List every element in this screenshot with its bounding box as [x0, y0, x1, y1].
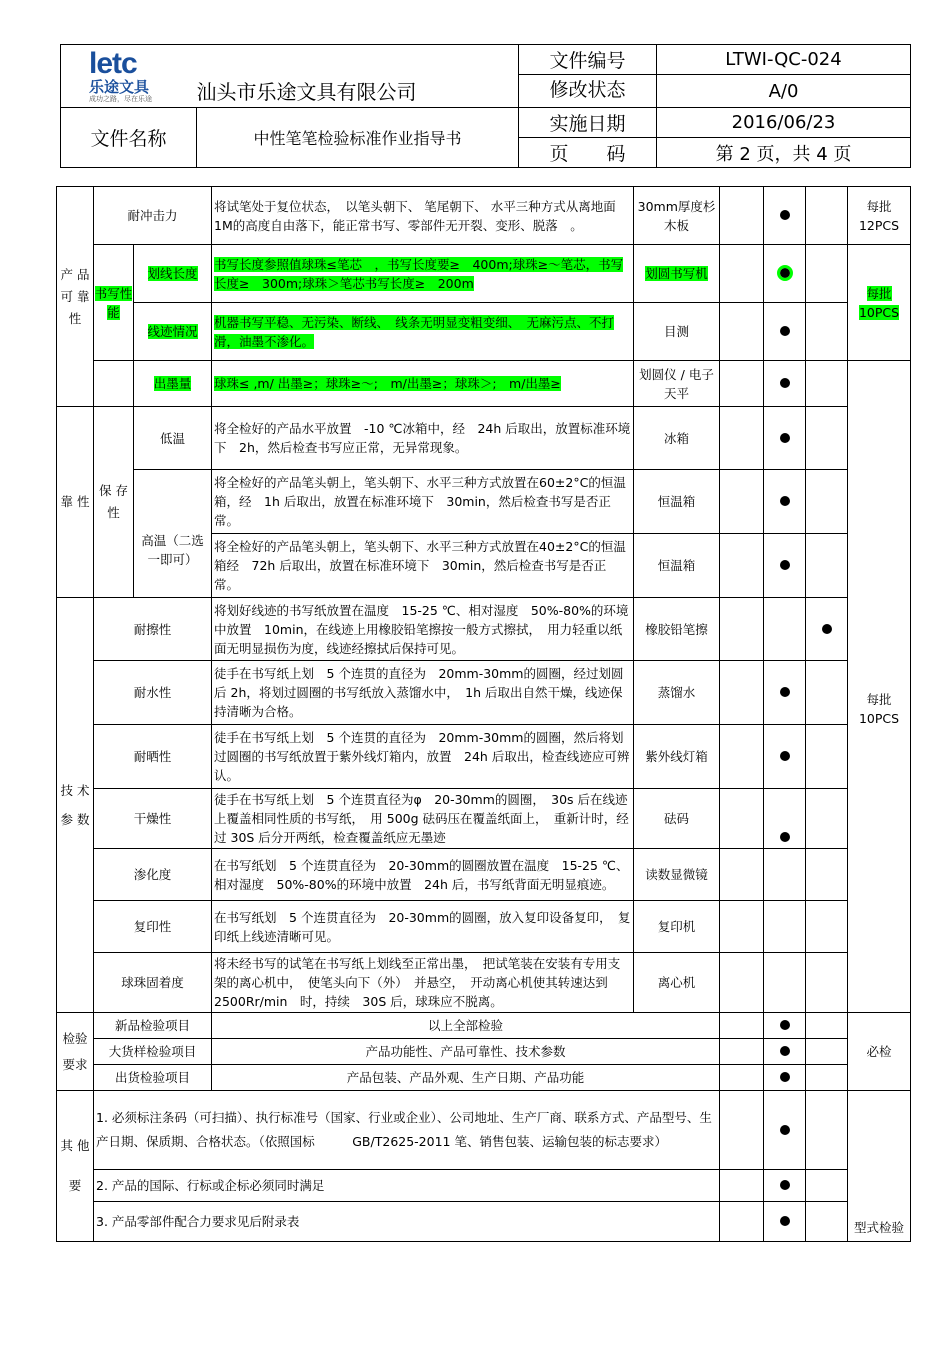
item-name: 复印性: [94, 901, 212, 953]
item-name: 渗化度: [94, 849, 212, 901]
item-desc: 将划好线迹的书写纸放置在温度 15-25 ℃、相对湿度 50%-80%的环境中放置 10min，在线迹上用橡胶铅笔擦按一般方式擦拭， 用力轻重以纸面无明显损伤为度，线迹经擦拭后保持可见。: [212, 598, 634, 661]
date-label: 实施日期: [519, 108, 657, 138]
item-frequency: 每批 12PCS: [848, 187, 911, 245]
check-dot: [764, 407, 806, 470]
doc-no: LTWI-QC-024: [657, 45, 911, 75]
check-dot: [764, 1170, 806, 1202]
section-reliability: 产 品 可 靠 性: [57, 187, 94, 407]
inspect-frequency: 必检: [848, 1013, 911, 1091]
item-tool: 读数显微镜: [634, 849, 720, 901]
check-dot: [764, 534, 806, 598]
item-name: 划线长度: [134, 245, 212, 303]
page-label: 页 码: [519, 138, 657, 168]
item-name: 线迹情况: [134, 303, 212, 361]
check-dot: [764, 1039, 806, 1065]
inspect-item-name: 出货检验项目: [94, 1065, 212, 1091]
check-dot: [764, 245, 806, 303]
item-desc: 徒手在书写纸上划 5 个连贯的直径为 20mm-30mm的圆圈，经过划圆后 2h，将划过圆圈的书写纸放入蒸馏水中， 1h 后取出自然干燥，线迹保持清晰为合格。: [212, 661, 634, 725]
item-tool: 复印机: [634, 901, 720, 953]
inspect-item-name: 大货样检验项目: [94, 1039, 212, 1065]
item-tool: 目测: [634, 303, 720, 361]
check-dot: [764, 789, 806, 849]
item-tool: 30mm厚度杉木板: [634, 187, 720, 245]
item-name: 低温: [134, 407, 212, 470]
inspect-item-value: 产品功能性、产品可靠性、技术参数: [212, 1039, 720, 1065]
other-frequency: 型式检验: [848, 1091, 911, 1242]
check-dot: [764, 1202, 806, 1242]
item-desc: 将未经书写的试笔在书写纸上划线至正常出墨， 把试笔装在安装有专用支架的离心机中， 使笔头向下（外） 并悬空， 开动离心机使其转速达到 2500Rr/min 时，持续 30S 后，球珠应不脱离。: [212, 953, 634, 1013]
item-tool: 划圆仪 / 电子天平: [634, 361, 720, 407]
check-dot: [764, 1065, 806, 1091]
item-desc: 在书写纸划 5 个连贯直径为 20-30mm的圆圈放置在温度 15-25 ℃、相对湿度 50%-80%的环境中放置 24h 后，书写纸背面无明显痕迹。: [212, 849, 634, 901]
item-tool: 砝码: [634, 789, 720, 849]
logo-cell: [61, 45, 197, 108]
file-name-label: 文件名称: [61, 108, 197, 168]
item-desc: 将全检好的产品水平放置 -10 ℃冰箱中，经 24h 后取出，放置标准环境下 2h，然后检查书写应正常，无异常现象。: [212, 407, 634, 470]
rev: A/0: [657, 75, 911, 108]
item-tool: 蒸馏水: [634, 661, 720, 725]
check-dot: [764, 187, 806, 245]
document-header: [60, 44, 910, 167]
item-name: 干燥性: [94, 789, 212, 849]
item-name: 耐擦性: [94, 598, 212, 661]
section-reliability-cont: 靠 性: [57, 407, 94, 598]
item-desc: 将全检好的产品笔头朝上，笔头朝下、水平三种方式放置在60±2°C的恒温箱，经 1h 后取出，放置在标准环境下 30min，然后检查书写是否正常。: [212, 470, 634, 534]
check-dot: [764, 661, 806, 725]
item-desc: 机器书写平稳、无污染、断线、 线条无明显变粗变细、 无麻污点、不打滑，油墨不渗化。: [212, 303, 634, 361]
company-name: 汕头市乐途文具有限公司: [197, 45, 519, 108]
item-tool: 橡胶铅笔擦: [634, 598, 720, 661]
inspection-table: [56, 186, 911, 1242]
inspect-item-value: 以上全部检验: [212, 1013, 720, 1039]
check-dot: [806, 598, 848, 661]
item-name: 耐冲击力: [94, 187, 212, 245]
item-name: 出墨量: [134, 361, 212, 407]
item-name: 高温（二选一即可）: [134, 470, 212, 598]
item-tool: 恒温箱: [634, 534, 720, 598]
item-tool: 划圆书写机: [634, 245, 720, 303]
check-dot: [764, 725, 806, 789]
item-name: 球珠固着度: [94, 953, 212, 1013]
company-logo: letc 乐途文具 成功之路，尽在乐途: [89, 47, 152, 103]
check-dot: [764, 361, 806, 407]
check-dot: [764, 303, 806, 361]
file-name: 中性笔笔检验标准作业指导书: [197, 108, 519, 168]
section-other: 其 他 要: [57, 1091, 94, 1242]
item-tool: 离心机: [634, 953, 720, 1013]
item-desc: 将试笔处于复位状态， 以笔头朝下、 笔尾朝下、 水平三种方式从离地面 1M的高度自由落下，能正常书写、零部件无开裂、变形、脱落 。: [212, 187, 634, 245]
item-name: 耐晒性: [94, 725, 212, 789]
doc-no-label: 文件编号: [519, 45, 657, 75]
section-inspect-req: 检验要求: [57, 1013, 94, 1091]
check-dot: [764, 1013, 806, 1039]
item-desc: 球珠≤ ,m/ 出墨≥；球珠≥～; m/出墨≥；球珠＞; m/出墨≥: [212, 361, 634, 407]
other-req-item: 1. 必须标注条码（可扫描）、执行标准号（国家、行业或企业）、公司地址、生产厂商、联系方式、产品型号、生产日期、保质期、合格状态。（依照国标 GB/T2625-2011 笔、销售包装、运输包装的标志要求）: [94, 1091, 720, 1170]
check-dot: [764, 1091, 806, 1170]
item-desc: 书写长度参照值球珠≤笔芯 ，书写长度要≥ 400m;球珠≥～笔芯，书写长度≥ 300m;球珠＞笔芯书写长度≥ 200m: [212, 245, 634, 303]
page-number: 第 2 页，共 4 页: [657, 138, 911, 168]
item-tool: 恒温箱: [634, 470, 720, 534]
item-desc: 将全检好的产品笔头朝上，笔头朝下、水平三种方式放置在40±2°C的恒温箱经 72h 后取出，放置在标准环境下 30min，然后检查书写是否正常。: [212, 534, 634, 598]
item-desc: 徒手在书写纸上划 5 个连贯直径为φ 20-30mm的圆圈， 30s 后在线迹上覆盖相同性质的书写纸， 用 500g 砝码压在覆盖纸面上， 重新计时，经过 30S 后分开两纸，检查覆盖纸应无墨迹: [212, 789, 634, 849]
storage-label: 保 存 性: [94, 407, 134, 598]
item-frequency: 每批 10PCS: [848, 245, 911, 361]
item-name: 耐水性: [94, 661, 212, 725]
item-tool: 紫外线灯箱: [634, 725, 720, 789]
rev-label: 修改状态: [519, 75, 657, 108]
inspect-item-name: 新品检验项目: [94, 1013, 212, 1039]
section-tech-params: 技 术 参 数: [57, 598, 94, 1013]
item-frequency: 每批 10PCS: [848, 407, 911, 1013]
item-desc: 在书写纸划 5 个连贯直径为 20-30mm的圆圈，放入复印设备复印， 复印纸上线迹清晰可见。: [212, 901, 634, 953]
writing-performance-label: 书写性能: [94, 245, 134, 361]
other-req-item: 2. 产品的国际、行标或企标必须同时满足: [94, 1170, 720, 1202]
date: 2016/06/23: [657, 108, 911, 138]
inspect-item-value: 产品包装、产品外观、生产日期、产品功能: [212, 1065, 720, 1091]
other-req-item: 3. 产品零部件配合力要求见后附录表: [94, 1202, 720, 1242]
item-tool: 冰箱: [634, 407, 720, 470]
check-dot: [764, 470, 806, 534]
item-desc: 徒手在书写纸上划 5 个连贯的直径为 20mm-30mm的圆圈，然后将划过圆圈的书写纸放置于紫外线灯箱内，放置 24h 后取出，检查线迹应可辨认。: [212, 725, 634, 789]
